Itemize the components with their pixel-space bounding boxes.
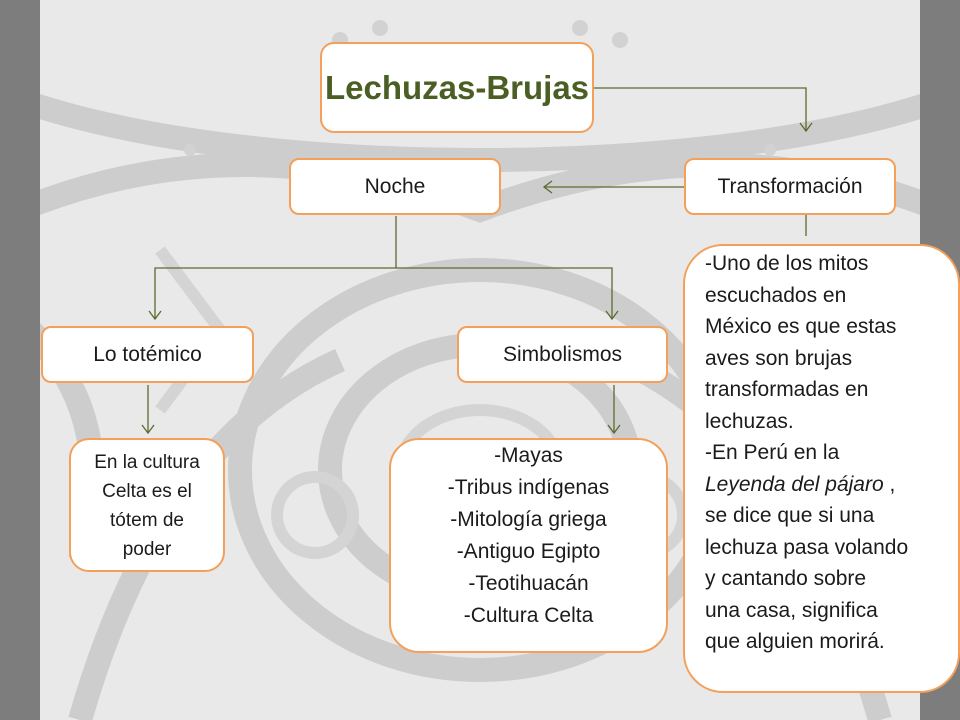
node-noche <box>289 158 501 215</box>
simbolismos-item: -Teotihuacán <box>468 572 589 595</box>
node-simbolismos <box>457 326 668 383</box>
mito-line: aves son brujas <box>705 346 853 370</box>
mito-line: lechuzas. <box>705 409 794 433</box>
simbolismos-detail-box <box>389 438 668 653</box>
simbolismos-item: -Tribus indígenas <box>447 476 610 499</box>
peru-line: y cantando sobre <box>705 567 867 590</box>
node-noche-label: Noche <box>364 174 426 198</box>
totemico-detail-line: Celta es el <box>102 481 192 502</box>
left-border-band <box>0 0 40 720</box>
node-totemico <box>41 326 254 383</box>
peru-intro-line: -En Perú en la <box>705 441 840 464</box>
title-box <box>320 42 594 133</box>
node-transformacion-label: Transformación <box>717 174 863 198</box>
mito-line: México es que estas <box>705 315 897 338</box>
peru-line: se dice que si una <box>705 504 875 527</box>
mito-line: -Uno de los mitos <box>705 252 869 275</box>
peru-line: lechuza pasa volando <box>705 535 909 559</box>
page-title: Lechuzas-Brujas <box>324 68 590 106</box>
simbolismos-item: -Cultura Celta <box>463 604 594 627</box>
simbolismos-item: -Mayas <box>494 444 563 467</box>
leyenda-suffix: , <box>883 472 896 496</box>
mito-line: escuchados en <box>705 283 847 307</box>
totemico-detail-line: poder <box>122 539 172 560</box>
leyenda-title: Leyenda del pájaro <box>705 472 884 496</box>
leyenda-line <box>705 469 958 501</box>
peru-line: una casa, significa <box>705 598 878 622</box>
totemico-detail-line: En la cultura <box>94 452 200 473</box>
mito-line: transformadas en <box>705 378 869 401</box>
simbolismos-item: -Antiguo Egipto <box>456 540 601 563</box>
node-transformacion <box>684 158 896 215</box>
node-totemico-label: Lo totémico <box>93 342 202 366</box>
peru-line: que alguien morirá. <box>705 630 885 653</box>
totemico-detail-box <box>69 438 225 572</box>
transformacion-detail-box <box>683 244 960 693</box>
simbolismos-item: -Mitología griega <box>450 508 607 531</box>
totemico-detail-line: tótem de <box>110 510 184 531</box>
node-simbolismos-label: Simbolismos <box>502 342 623 366</box>
